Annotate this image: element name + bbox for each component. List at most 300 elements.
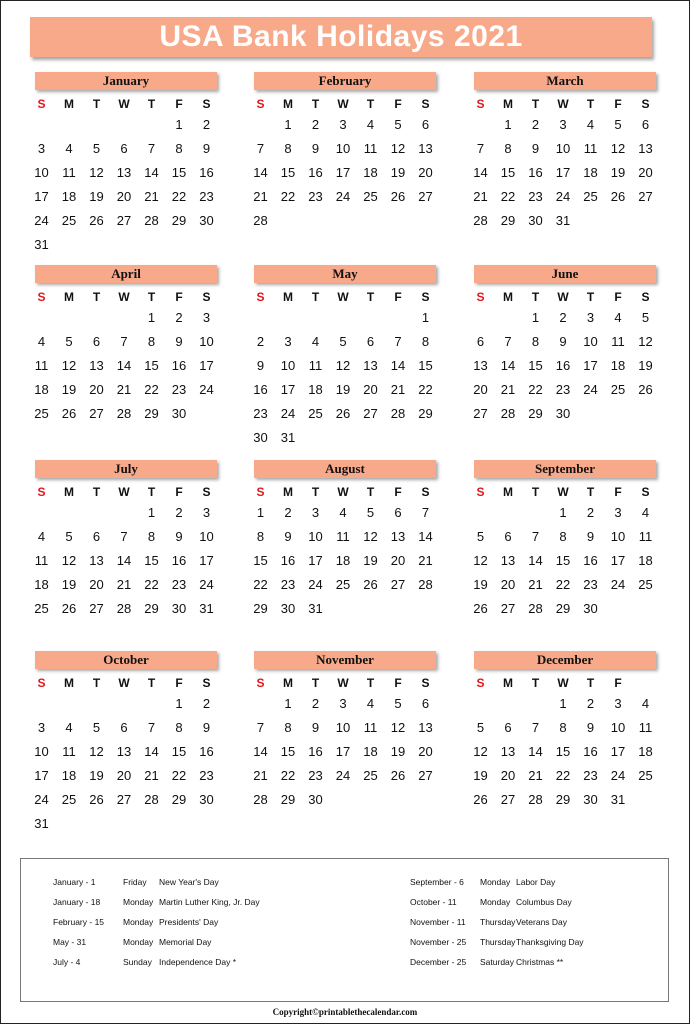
day-cell: 9 [531, 141, 540, 156]
day-cell: 29 [144, 406, 159, 421]
weekday-header: T [366, 290, 375, 304]
day-cell: 2 [175, 310, 183, 325]
day-cell: 6 [421, 696, 430, 711]
day-cell: 9 [559, 334, 567, 349]
month-january [33, 72, 219, 252]
day-cell: 9 [311, 720, 320, 735]
day-cell: 10 [308, 529, 323, 544]
weekday-header: F [175, 290, 183, 304]
weekday-header: S [256, 97, 265, 111]
day-cell: 17 [199, 553, 214, 568]
holiday-name: Memorial Day [159, 937, 212, 947]
day-cell: 2 [586, 505, 595, 520]
day-cell: 31 [610, 792, 626, 807]
day-cell: 14 [116, 553, 132, 568]
weekday-header: S [37, 97, 46, 111]
weekday-header: M [503, 676, 513, 690]
day-cell: 5 [366, 505, 375, 520]
holiday-row [410, 875, 670, 889]
weekday-header: S [256, 676, 265, 690]
day-cell: 11 [363, 720, 378, 735]
holiday-name: Presidents' Day [159, 917, 219, 927]
day-cell: 22 [253, 577, 268, 592]
day-cell: 13 [390, 529, 406, 544]
day-cell: 18 [363, 165, 378, 180]
day-cell: 25 [363, 768, 378, 783]
day-cell: 27 [500, 792, 516, 807]
day-cell: 6 [120, 720, 128, 735]
day-cell: 29 [280, 792, 296, 807]
day-cell: 24 [308, 577, 323, 592]
day-cell: 4 [586, 117, 595, 132]
day-cell: 23 [199, 189, 214, 204]
day-cell: 27 [363, 406, 378, 421]
day-cell: 25 [610, 382, 626, 397]
day-cell: 30 [555, 406, 571, 421]
month-header: December [474, 651, 656, 669]
weekday-header: S [37, 290, 46, 304]
weekday-header: W [118, 290, 130, 304]
day-cell: 16 [280, 553, 296, 568]
holiday-row [410, 915, 670, 929]
day-cell: 16 [555, 358, 571, 373]
weekday-header: S [202, 676, 211, 690]
day-cell: 23 [308, 189, 323, 204]
day-cell: 25 [363, 189, 378, 204]
day-cell: 19 [89, 768, 104, 783]
day-cell: 26 [61, 406, 77, 421]
day-cell: 3 [37, 720, 46, 735]
day-cell: 29 [555, 601, 571, 616]
day-cell: 15 [280, 165, 296, 180]
weekday-header: T [586, 485, 595, 499]
weekday-header: S [37, 485, 46, 499]
day-cell: 3 [284, 334, 292, 349]
month-may [252, 265, 438, 445]
day-cell: 24 [199, 577, 214, 592]
weekday-header: T [531, 290, 540, 304]
holiday-row [410, 935, 670, 949]
day-cell: 12 [473, 744, 488, 759]
day-cell: 16 [583, 553, 598, 568]
day-cell: 22 [171, 768, 187, 783]
day-cell: 13 [638, 141, 653, 156]
day-cell: 13 [473, 358, 488, 373]
day-cell: 26 [390, 768, 406, 783]
day-cell: 20 [500, 768, 516, 783]
day-cell: 9 [256, 358, 265, 373]
day-cell: 12 [89, 744, 104, 759]
day-cell: 5 [65, 334, 73, 349]
holiday-row [53, 915, 313, 929]
holiday-name: Christmas ** [516, 957, 564, 967]
day-cell: 4 [37, 529, 46, 544]
holiday-name: Martin Luther King, Jr. Day [159, 897, 260, 907]
day-cell: 23 [199, 768, 214, 783]
day-cell: 17 [34, 768, 49, 783]
holiday-date: October - 11 [410, 897, 457, 907]
day-cell: 6 [120, 141, 128, 156]
day-cell: 14 [390, 358, 406, 373]
weekday-header: S [202, 290, 211, 304]
day-cell: 7 [421, 505, 430, 520]
weekday-header: S [256, 485, 265, 499]
day-cell: 21 [253, 189, 268, 204]
day-cell: 30 [583, 792, 598, 807]
day-cell: 2 [586, 696, 595, 711]
day-cell: 9 [175, 529, 183, 544]
holiday-weekday: Thursday [480, 937, 516, 947]
weekday-header: S [476, 676, 485, 690]
day-cell: 31 [199, 601, 214, 616]
day-cell: 2 [256, 334, 265, 349]
month-march [472, 72, 658, 228]
day-cell: 22 [555, 577, 571, 592]
day-cell: 5 [476, 720, 485, 735]
day-cell: 5 [476, 529, 485, 544]
weekday-header: T [531, 97, 540, 111]
day-cell: 3 [586, 310, 595, 325]
day-cell: 5 [614, 117, 622, 132]
day-cell: 30 [253, 430, 268, 445]
weekday-header: M [503, 485, 513, 499]
day-cell: 30 [199, 213, 214, 228]
weekday-header: S [641, 485, 650, 499]
day-cell: 27 [638, 189, 653, 204]
day-cell: 23 [280, 577, 296, 592]
day-cell: 22 [418, 382, 433, 397]
day-cell: 18 [61, 189, 77, 204]
day-cell: 25 [308, 406, 323, 421]
holiday-date: November - 11 [410, 917, 466, 927]
day-cell: 22 [528, 382, 543, 397]
day-cell: 26 [638, 382, 653, 397]
day-cell: 22 [555, 768, 571, 783]
day-cell: 28 [390, 406, 406, 421]
day-cell: 31 [308, 601, 323, 616]
weekday-header: F [175, 485, 183, 499]
holiday-date: September - 6 [410, 877, 464, 887]
day-cell: 6 [92, 334, 101, 349]
day-cell: 21 [144, 189, 159, 204]
day-cell: 16 [199, 165, 214, 180]
day-cell: 13 [116, 165, 132, 180]
day-cell: 26 [473, 601, 488, 616]
weekday-header: W [337, 485, 349, 499]
weekday-header: W [557, 676, 569, 690]
day-cell: 21 [144, 768, 159, 783]
day-cell: 28 [116, 406, 132, 421]
day-cell: 10 [335, 720, 351, 735]
day-cell: 27 [89, 601, 104, 616]
holiday-row [53, 955, 313, 969]
holiday-name: New Year's Day [159, 877, 219, 887]
day-cell: 12 [638, 334, 653, 349]
day-cell: 28 [144, 213, 159, 228]
day-cell: 17 [335, 744, 351, 759]
month-september [472, 460, 658, 616]
day-cell: 9 [586, 720, 595, 735]
weekday-header: W [557, 97, 569, 111]
day-cell: 11 [62, 165, 76, 180]
day-cell: 15 [555, 553, 571, 568]
day-cell: 7 [476, 141, 485, 156]
weekday-header: F [394, 485, 402, 499]
day-cell: 19 [61, 577, 77, 592]
day-cell: 23 [555, 382, 571, 397]
day-cell: 23 [253, 406, 268, 421]
day-cell: 11 [34, 358, 49, 373]
day-cell: 27 [500, 601, 516, 616]
weekday-header: M [64, 676, 74, 690]
day-cell: 19 [473, 768, 488, 783]
day-cell: 10 [335, 141, 351, 156]
weekday-header: F [614, 676, 622, 690]
day-cell: 20 [473, 382, 488, 397]
holiday-row [410, 955, 670, 969]
day-cell: 29 [528, 406, 543, 421]
day-cell: 27 [116, 213, 132, 228]
weekday-header: S [476, 97, 485, 111]
weekday-header: M [283, 290, 293, 304]
day-cell: 13 [418, 720, 433, 735]
day-cell: 15 [144, 553, 159, 568]
holiday-row [53, 935, 313, 949]
weekday-header: T [531, 485, 540, 499]
day-cell: 19 [335, 382, 351, 397]
day-cell: 21 [390, 382, 406, 397]
day-cell: 13 [89, 553, 104, 568]
day-cell: 8 [175, 141, 183, 156]
day-cell: 16 [199, 744, 214, 759]
weekday-header: S [476, 485, 485, 499]
holiday-weekday: Monday [123, 937, 154, 947]
day-cell: 13 [500, 553, 516, 568]
day-cell: 18 [610, 358, 626, 373]
day-cell: 5 [641, 310, 650, 325]
day-cell: 23 [528, 189, 543, 204]
month-header: February [254, 72, 436, 90]
day-cell: 14 [144, 744, 159, 759]
day-cell: 19 [610, 165, 626, 180]
day-cell: 14 [253, 744, 268, 759]
day-cell: 24 [335, 768, 351, 783]
day-cell: 11 [363, 141, 378, 156]
month-header: October [35, 651, 217, 669]
day-cell: 20 [89, 577, 104, 592]
day-cell: 2 [175, 505, 183, 520]
day-cell: 14 [253, 165, 268, 180]
day-cell: 1 [559, 696, 567, 711]
day-cell: 14 [116, 358, 132, 373]
day-cell: 3 [614, 696, 622, 711]
day-cell: 8 [147, 529, 156, 544]
day-cell: 11 [638, 720, 653, 735]
day-cell: 9 [202, 720, 211, 735]
holiday-name: Columbus Day [516, 897, 572, 907]
day-cell: 18 [61, 768, 77, 783]
day-cell: 28 [116, 601, 132, 616]
weekday-header: T [586, 290, 595, 304]
day-cell: 27 [418, 768, 433, 783]
day-cell: 17 [555, 165, 571, 180]
day-cell: 1 [147, 505, 156, 520]
day-cell: 23 [583, 768, 598, 783]
month-december [472, 651, 658, 807]
weekday-header: M [64, 290, 74, 304]
day-cell: 5 [339, 334, 347, 349]
day-cell: 6 [394, 505, 402, 520]
weekday-header: F [394, 97, 402, 111]
day-cell: 31 [555, 213, 571, 228]
day-cell: 24 [335, 189, 351, 204]
day-cell: 13 [116, 744, 132, 759]
day-cell: 9 [284, 529, 292, 544]
day-cell: 25 [583, 189, 598, 204]
weekday-header: W [557, 290, 569, 304]
day-cell: 14 [144, 165, 159, 180]
weekday-header: W [557, 485, 569, 499]
weekday-header: S [256, 290, 265, 304]
weekday-header: S [421, 97, 430, 111]
day-cell: 24 [610, 768, 626, 783]
weekday-header: F [175, 676, 183, 690]
day-cell: 7 [531, 529, 540, 544]
day-cell: 26 [89, 792, 104, 807]
day-cell: 11 [638, 529, 653, 544]
day-cell: 20 [116, 189, 132, 204]
day-cell: 30 [528, 213, 543, 228]
day-cell: 13 [363, 358, 378, 373]
day-cell: 29 [253, 601, 268, 616]
day-cell: 14 [473, 165, 488, 180]
holiday-weekday: Friday [123, 877, 147, 887]
day-cell: 12 [390, 720, 406, 735]
day-cell: 19 [89, 189, 104, 204]
holiday-weekday: Monday [123, 917, 154, 927]
day-cell: 27 [116, 792, 132, 807]
day-cell: 2 [202, 696, 211, 711]
day-cell: 24 [583, 382, 598, 397]
day-cell: 10 [199, 334, 214, 349]
day-cell: 1 [504, 117, 512, 132]
day-cell: 24 [34, 213, 49, 228]
day-cell: 5 [92, 141, 101, 156]
day-cell: 8 [256, 529, 265, 544]
weekday-header: S [476, 290, 485, 304]
day-cell: 4 [65, 720, 73, 735]
day-cell: 19 [61, 382, 77, 397]
day-cell: 1 [284, 117, 292, 132]
day-cell: 19 [390, 744, 406, 759]
day-cell: 25 [638, 577, 653, 592]
weekday-header: W [118, 676, 130, 690]
page-title: USA Bank Holidays 2021 [30, 17, 652, 57]
day-cell: 25 [34, 406, 49, 421]
day-cell: 17 [34, 189, 49, 204]
weekday-header: T [92, 485, 101, 499]
holiday-date: January - 1 [53, 877, 96, 887]
day-cell: 15 [171, 744, 187, 759]
day-cell: 5 [92, 720, 101, 735]
weekday-header: T [311, 485, 320, 499]
day-cell: 22 [144, 382, 159, 397]
day-cell: 6 [92, 529, 101, 544]
day-cell: 6 [504, 720, 512, 735]
day-cell: 24 [610, 577, 626, 592]
holiday-list [20, 858, 669, 1002]
day-cell: 29 [144, 601, 159, 616]
weekday-header: S [641, 97, 650, 111]
day-cell: 21 [528, 768, 543, 783]
day-cell: 27 [89, 406, 104, 421]
day-cell: 8 [504, 141, 512, 156]
day-cell: 29 [171, 792, 187, 807]
day-cell: 4 [311, 334, 320, 349]
day-cell: 1 [147, 310, 156, 325]
day-cell: 22 [171, 189, 187, 204]
weekday-header: T [366, 485, 375, 499]
day-cell: 26 [61, 601, 77, 616]
day-cell: 21 [116, 382, 132, 397]
day-cell: 18 [638, 744, 653, 759]
month-november [252, 651, 438, 807]
day-cell: 20 [116, 768, 132, 783]
day-cell: 22 [500, 189, 516, 204]
weekday-header: S [421, 676, 430, 690]
month-header: January [35, 72, 217, 90]
day-cell: 7 [394, 334, 402, 349]
day-cell: 11 [34, 553, 49, 568]
holiday-weekday: Monday [123, 897, 154, 907]
day-cell: 1 [559, 505, 567, 520]
day-cell: 26 [89, 213, 104, 228]
day-cell: 11 [583, 141, 598, 156]
day-cell: 8 [147, 334, 156, 349]
day-cell: 12 [61, 553, 77, 568]
day-cell: 31 [280, 430, 296, 445]
weekday-header: M [503, 290, 513, 304]
holiday-weekday: Monday [480, 897, 511, 907]
day-cell: 10 [34, 744, 49, 759]
day-cell: 8 [559, 720, 567, 735]
holiday-weekday: Sunday [123, 957, 152, 967]
holiday-date: December - 25 [410, 957, 467, 967]
day-cell: 6 [421, 117, 430, 132]
month-july [33, 460, 219, 616]
holiday-weekday: Monday [480, 877, 511, 887]
day-cell: 1 [421, 310, 430, 325]
day-cell: 11 [308, 358, 323, 373]
day-cell: 7 [120, 334, 128, 349]
weekday-header: T [586, 97, 595, 111]
weekday-header: M [283, 97, 293, 111]
day-cell: 2 [311, 696, 320, 711]
month-header: April [35, 265, 217, 283]
day-cell: 2 [284, 505, 292, 520]
weekday-header: T [366, 97, 375, 111]
day-cell: 25 [61, 792, 77, 807]
weekday-header: F [614, 485, 622, 499]
day-cell: 2 [311, 117, 320, 132]
day-cell: 15 [555, 744, 571, 759]
weekday-header: S [421, 290, 430, 304]
day-cell: 23 [583, 577, 598, 592]
day-cell: 4 [641, 505, 650, 520]
weekday-header: T [311, 290, 320, 304]
day-cell: 4 [65, 141, 73, 156]
weekday-header: S [202, 97, 211, 111]
